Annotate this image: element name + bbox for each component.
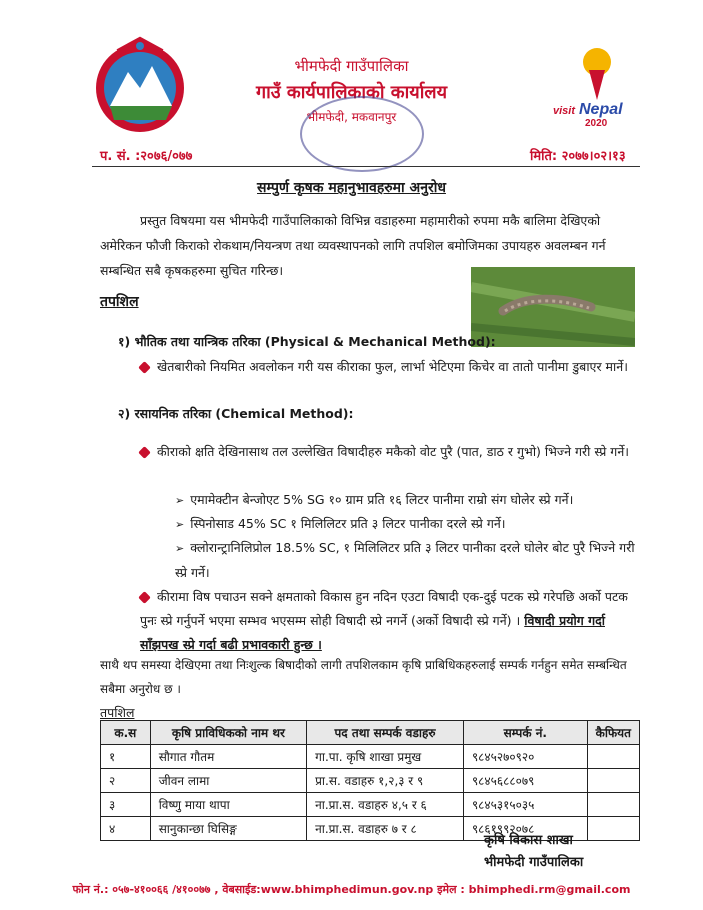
intro-paragraph: प्रस्तुत विषयमा यस भीमफेदी गाउँपालिकाको विभिन्न वडाहरुमा महामारीको रुपमा मकै बालिमा देखिएको अमेरिकन फौजी किराको रोकथाम/नियन्त्रण तथा व्यवस्थापनको लागि तपशिल बमोजिमका उपायहरु अवलम्बन गर्न सम्बन्धित सबै कृषकहरुमा सुचित गरिन्छ। bbox=[100, 213, 606, 278]
cell-name: जीवन लामा bbox=[150, 769, 306, 793]
table-title: तपशिल bbox=[100, 705, 135, 720]
cell-name: विष्णु माया थापा bbox=[150, 793, 306, 817]
col-header: सम्पर्क नं. bbox=[463, 721, 587, 745]
svg-text:visit: visit bbox=[553, 105, 576, 117]
col-header: कृषि प्राविधिकको नाम थर bbox=[150, 721, 306, 745]
office-address: भीमफेदी, मकवानपुर bbox=[306, 110, 397, 124]
table-row bbox=[101, 745, 640, 769]
footer-contact: फोन नं.: ०५७-४१००६६ /४१००७७ , वेबसाईड:www.bhimphedimun.gov.np इमेल : bhimphedi.rm@gmail.com bbox=[72, 883, 631, 896]
signature-line2: भीमफेदी गाउँपालिका bbox=[484, 855, 584, 870]
method1-label: १) भौतिक तथा यान्त्रिक तरिका (Physical & Mechanical Method): bbox=[118, 334, 496, 349]
cell-serial: १ bbox=[101, 745, 151, 769]
bullet-icon bbox=[138, 361, 151, 374]
col-header: पद तथा सम्पर्क वडाहरु bbox=[307, 721, 464, 745]
cell-phone: ९८६१९९२०७८ bbox=[463, 817, 587, 841]
letter-subject: सम्पुर्ण कृषक महानुभावहरुमा अनुरोध bbox=[257, 180, 446, 196]
reference-number: प. सं. :२०७६/०७७ bbox=[100, 149, 193, 164]
cell-serial: ४ bbox=[101, 817, 151, 841]
cell-post: ना.प्रा.स. वडाहरु ४,५ र ६ bbox=[307, 793, 464, 817]
method2-label: २) रसायनिक तरिका (Chemical Method): bbox=[118, 406, 354, 421]
arrow-icon: ➢ bbox=[175, 494, 185, 507]
cell-serial: ३ bbox=[101, 793, 151, 817]
section-title: तपशिल bbox=[100, 294, 139, 310]
header-divider bbox=[92, 166, 640, 167]
cell-remarks bbox=[587, 793, 639, 817]
visit-nepal-logo bbox=[545, 40, 640, 130]
contact-table bbox=[100, 720, 640, 841]
col-header: कैफियत bbox=[587, 721, 639, 745]
table-header-row bbox=[101, 721, 640, 745]
method2-bullet2: कीरामा विष पचाउन सक्ने क्षमताको विकास हुन नदिन एउटा विषादी एक-दुई पटक स्प्रे गरेपछि अर्को पटक पुनः स्प्रे गर्नुपर्ने भएमा सम्भव भएसम्म सोही विषादी स्प्रे नगर्ने (अर्को विषादी स्प्रे गर्ने) । विषादी प्रयोग गर्दा साँझपख स्प्रे गर्दा बढी प्रभावकारी हुन्छ । bbox=[140, 589, 628, 652]
evening-spray-note: विषादी प्रयोग गर्दा साँझपख स्प्रे गर्दा बढी प्रभावकारी हुन्छ । bbox=[140, 613, 605, 652]
cell-post: गा.पा. कृषि शाखा प्रमुख bbox=[307, 745, 464, 769]
method2-sub-3: ➢ क्लोरान्ट्रानिलिप्रोल 18.5% SC, १ मिलिलिटर प्रति ३ लिटर पानीका दरले घोलेर बोट पुरै भिज्ने गरी स्प्रे गर्ने। bbox=[175, 540, 635, 580]
cell-phone: ९८४५६८८०७९ bbox=[463, 769, 587, 793]
method2-sub-1: ➢ एमामेक्टीन बेन्जोएट 5% SG १० ग्राम प्रति १६ लिटर पानीमा राम्रो संग घोलेर स्प्रे गर्ने। bbox=[175, 492, 574, 507]
letter-date: मिति: २०७७।०२।१३ bbox=[530, 149, 626, 164]
cell-phone: ९८४५२७०९२० bbox=[463, 745, 587, 769]
table-row bbox=[101, 769, 640, 793]
method2-bullet1: कीराको क्षति देखिनासाथ तल उल्लेखित विषादीहरु मकैको वोट पुरै (पात, डाठ र गुभो) भिज्ने गरी स्प्रे गर्ने। bbox=[140, 440, 640, 464]
closing-paragraph: साथै थप समस्या देखिएमा तथा निःशुल्क बिषादीको लागी तपशिलकाम कृषि प्राबिधिकहरुलाई सम्पर्क गर्नहुन समेत सम्बन्धित सबैमा अनुरोध छ । bbox=[100, 658, 627, 696]
office-stamp bbox=[300, 96, 424, 172]
cell-remarks bbox=[587, 745, 639, 769]
cell-post: प्रा.स. वडाहरु १,२,३ र ९ bbox=[307, 769, 464, 793]
svg-text:Nepal: Nepal bbox=[579, 101, 623, 118]
cell-phone: ९८४५३१५०३५ bbox=[463, 793, 587, 817]
cell-post: ना.प्रा.स. वडाहरु ७ र ८ bbox=[307, 817, 464, 841]
arrow-icon: ➢ bbox=[175, 542, 185, 555]
col-header: क.स bbox=[101, 721, 151, 745]
svg-text:2020: 2020 bbox=[585, 118, 608, 129]
cell-remarks bbox=[587, 769, 639, 793]
cell-name: सानुकान्छा घिसिङ्ग bbox=[150, 817, 306, 841]
office-name: गाउँ कार्यपालिकाको कार्यालय bbox=[255, 82, 448, 103]
method1-bullet: खेतबारीको नियमित अवलोकन गरी यस कीराका फुल, लार्भा भेटिएमा किचेर वा तातो पानीमा डुबाएर मार्ने। bbox=[140, 355, 640, 379]
bullet-icon bbox=[138, 591, 151, 604]
municipality-name: भीमफेदी गाउँपालिका bbox=[294, 57, 409, 75]
bullet-icon bbox=[138, 446, 151, 459]
table-row bbox=[101, 793, 640, 817]
cell-name: सौगात गौतम bbox=[150, 745, 306, 769]
cell-remarks bbox=[587, 817, 639, 841]
signature-line1: कृषि विकास शाखा bbox=[484, 833, 573, 848]
cell-serial: २ bbox=[101, 769, 151, 793]
arrow-icon: ➢ bbox=[175, 518, 185, 531]
method2-sub-2: ➢ स्पिनोसाड 45% SC १ मिलिलिटर प्रति ३ लिटर पानीका दरले स्प्रे गर्ने। bbox=[175, 516, 506, 531]
